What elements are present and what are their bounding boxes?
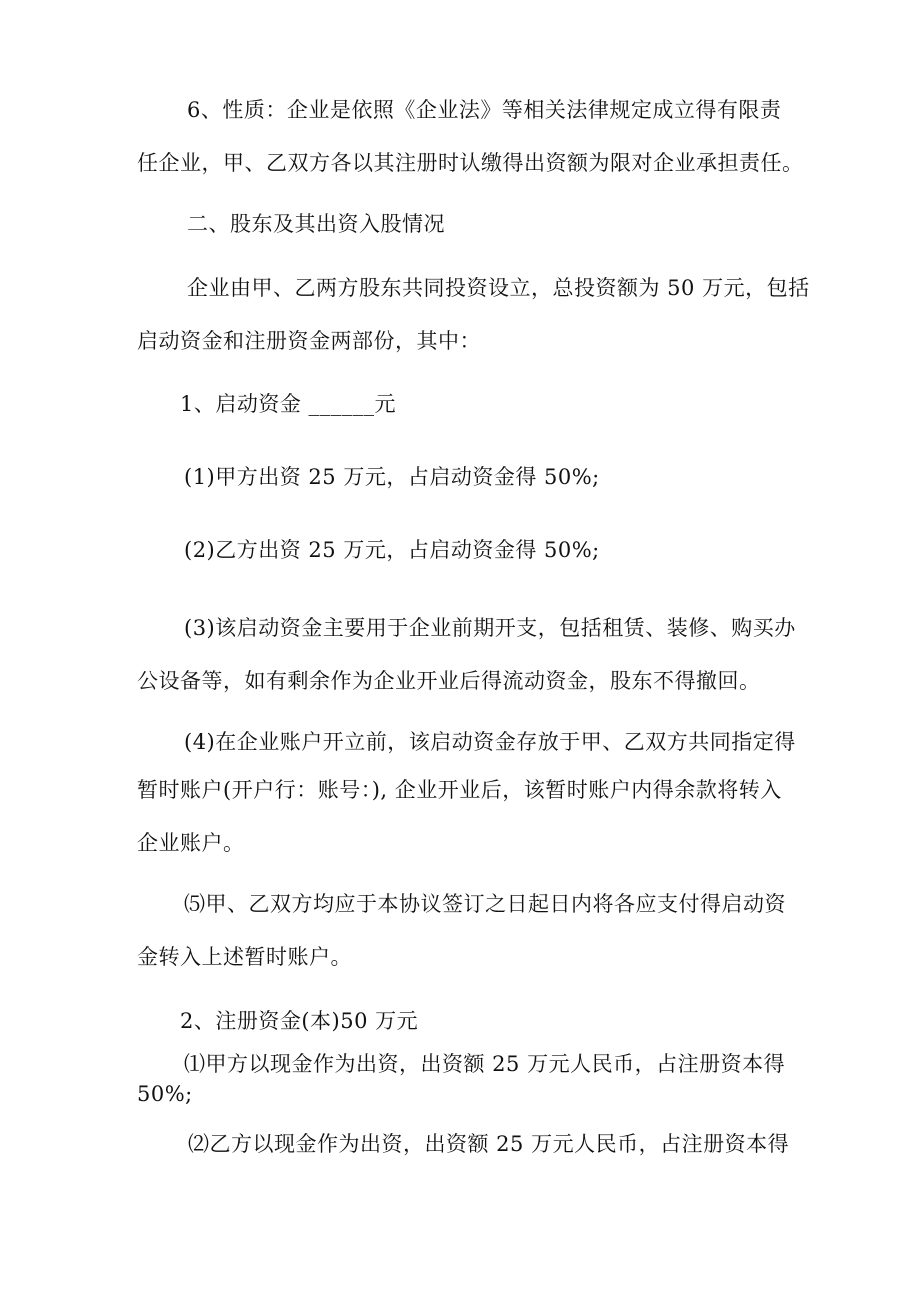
item-startup-account-line-3: 企业账户。: [137, 831, 245, 855]
item-startup-account-line-2: 暂时账户(开户行：账号：), 企业开业后，该暂时账户内得余款将转入: [137, 778, 782, 802]
item-startup-transfer-line-2: 金转入上述暂时账户。: [137, 945, 352, 969]
item-startup-party-a: (1)甲方出资 25 万元，占启动资金得 50%;: [184, 465, 600, 489]
section-heading-shareholders: 二、股东及其出资入股情况: [187, 212, 445, 236]
item-startup-transfer-line-1: ⑸甲、乙双方均应于本协议签订之日起日内将各应支付得启动资: [184, 892, 786, 916]
paragraph-6-line-2: 任企业，甲、乙双方各以其注册时认缴得出资额为限对企业承担责任。: [137, 151, 804, 175]
item-registered-party-b-line-1: ⑵乙方以现金作为出资，出资额 25 万元人民币，占注册资本得: [188, 1132, 790, 1156]
item-startup-usage-line-1: (3)该启动资金主要用于企业前期开支，包括租赁、装修、购买办: [184, 616, 796, 640]
intro-paragraph-line-1: 企业由甲、乙两方股东共同投资设立，总投资额为 50 万元，包括: [187, 276, 810, 300]
intro-paragraph-line-2: 启动资金和注册资金两部份，其中：: [137, 329, 481, 353]
item-registered-party-a-line-1: ⑴甲方以现金作为出资，出资额 25 万元人民币，占注册资本得: [184, 1052, 786, 1076]
item-startup-party-b: (2)乙方出资 25 万元，占启动资金得 50%;: [184, 538, 600, 562]
item-registered-capital-heading: 2、注册资金(本)50 万元: [180, 1009, 419, 1033]
paragraph-6-line-1: 6、性质：企业是依照《企业法》等相关法律规定成立得有限责: [187, 98, 782, 122]
item-startup-capital-heading: 1、启动资金 ______元: [180, 392, 397, 416]
item-startup-usage-line-2: 公设备等，如有剩余作为企业开业后得流动资金，股东不得撤回。: [137, 669, 761, 693]
item-startup-account-line-1: (4)在企业账户开立前，该启动资金存放于甲、乙双方共同指定得: [184, 730, 796, 754]
item-registered-party-a-line-2: 50%;: [137, 1082, 193, 1106]
